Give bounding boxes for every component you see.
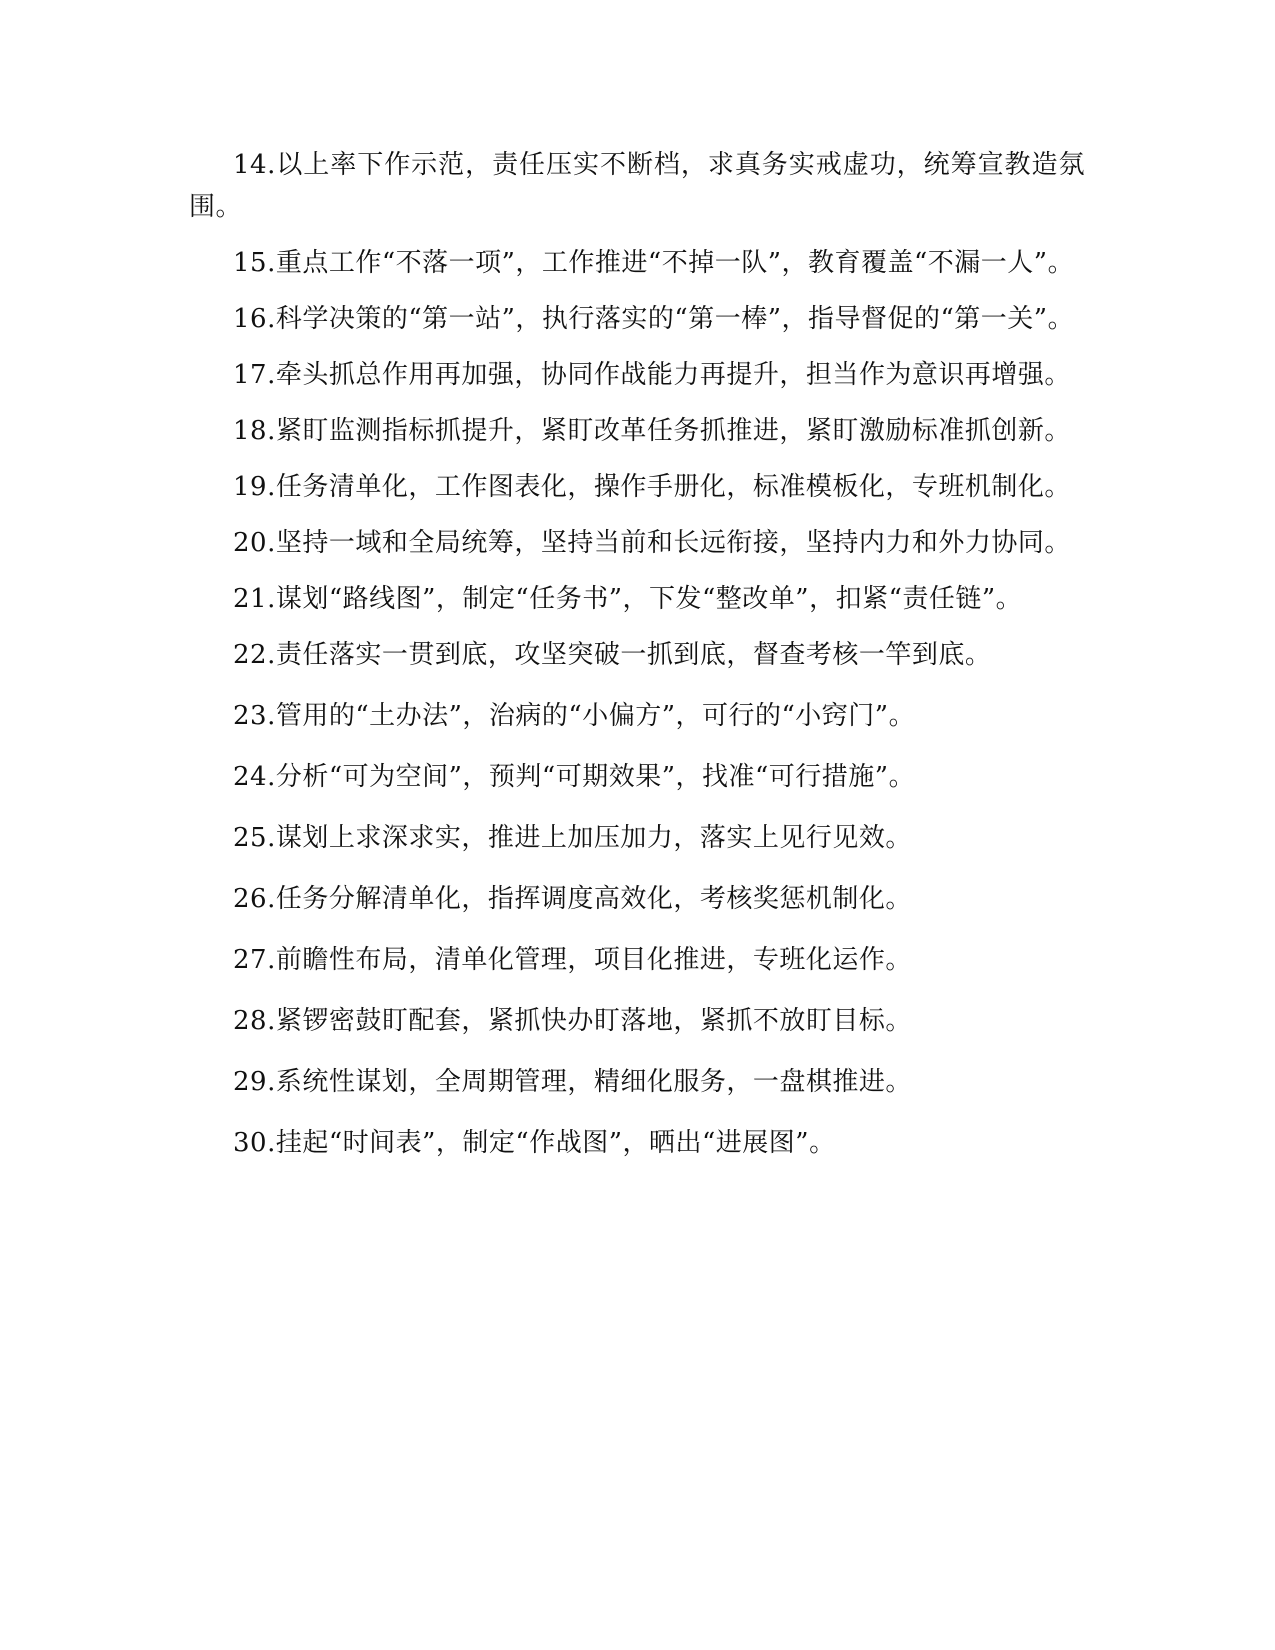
list-item-25: 25.谋划上求深求实，推进上加压加力，落实上见行见效。 xyxy=(233,823,912,853)
list-item-30: 30.挂起“时间表”，制定“作战图”，晒出“进展图”。 xyxy=(233,1128,836,1158)
list-item-15: 15.重点工作“不落一项”，工作推进“不掉一队”，教育覆盖“不漏一人”。 xyxy=(233,248,1075,278)
list-item-22: 22.责任落实一贯到底，攻坚突破一抓到底，督查考核一竿到底。 xyxy=(233,640,992,670)
list-item-23: 23.管用的“土办法”，治病的“小偏方”，可行的“小窍门”。 xyxy=(233,701,916,731)
list-item-19: 19.任务清单化，工作图表化，操作手册化，标准模板化，专班机制化。 xyxy=(233,472,1071,502)
list-item-26: 26.任务分解清单化，指挥调度高效化，考核奖惩机制化。 xyxy=(233,884,912,914)
list-item-20: 20.坚持一域和全局统筹，坚持当前和长远衔接，坚持内力和外力协同。 xyxy=(233,528,1071,558)
list-item-29: 29.系统性谋划，全周期管理，精细化服务，一盘棋推进。 xyxy=(233,1067,912,1097)
list-item-17: 17.牵头抓总作用再加强，协同作战能力再提升，担当作为意识再增强。 xyxy=(233,360,1071,390)
list-item-24: 24.分析“可为空间”，预判“可期效果”，找准“可行措施”。 xyxy=(233,762,916,792)
list-item-27: 27.前瞻性布局，清单化管理，项目化推进，专班化运作。 xyxy=(233,945,912,975)
list-item-14: 14.以上率下作示范，责任压实不断档，求真务实戒虚功，统筹宣教造氛围。 xyxy=(189,150,1085,222)
list-item-16: 16.科学决策的“第一站”，执行落实的“第一棒”，指导督促的“第一关”。 xyxy=(233,304,1075,334)
document-body xyxy=(189,144,1085,1183)
list-item-18: 18.紧盯监测指标抓提升，紧盯改革任务抓推进，紧盯激励标准抓创新。 xyxy=(233,416,1071,446)
list-item-21: 21.谋划“路线图”，制定“任务书”，下发“整改单”，扣紧“责任链”。 xyxy=(233,584,1023,614)
list-item-28: 28.紧锣密鼓盯配套，紧抓快办盯落地，紧抓不放盯目标。 xyxy=(233,1006,912,1036)
